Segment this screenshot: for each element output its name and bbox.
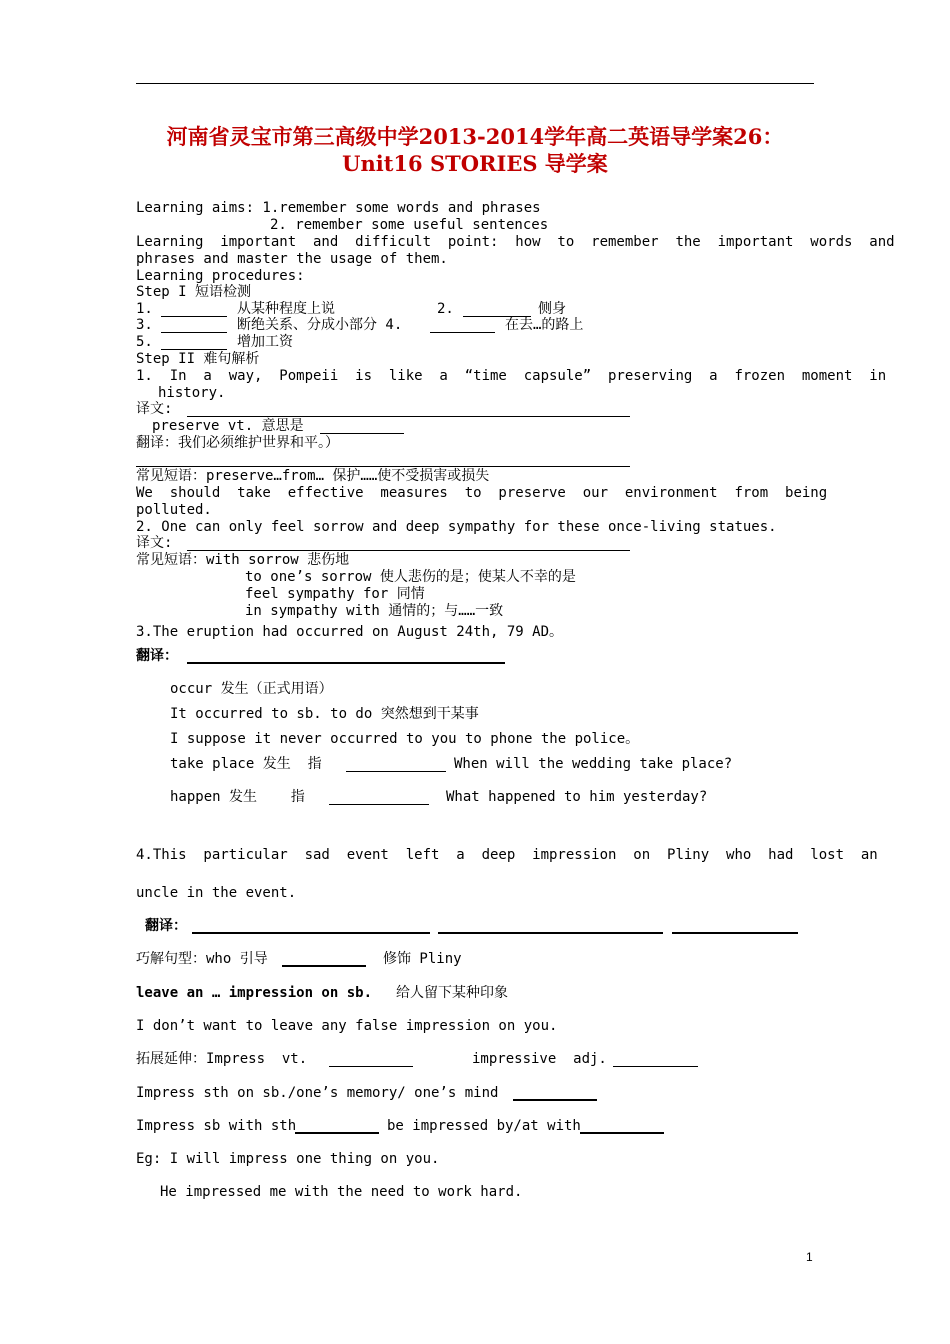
sentence4-line1: 4.This particular sad event left a deep impression on Pliny who had lost an — [136, 847, 878, 863]
step2-heading: Step II 难句解析 — [136, 351, 260, 367]
happen-blank[interactable] — [329, 804, 429, 805]
impressive-blank[interactable] — [613, 1066, 698, 1067]
be-impressed: be impressed by/at with — [387, 1118, 581, 1134]
example-preserve-1: We should take effective measures to preserve our environment from being — [136, 485, 828, 501]
example-eg: Eg: I will impress one thing on you. — [136, 1151, 440, 1167]
translation-blank-4[interactable] — [187, 662, 505, 664]
sentence-pattern: 巧解句型：who 引导 — [136, 951, 268, 967]
who-clause-blank[interactable] — [282, 965, 366, 967]
sentence1-line1: 1. In a way, Pompeii is like a “time capsule” preserving a frozen moment in — [136, 368, 887, 384]
extension-impress: 拓展延伸：Impress vt. — [136, 1051, 308, 1067]
step1-heading: Step I 短语检测 — [136, 284, 252, 300]
phrase-to-ones-sorrow: to one’s sorrow 使人悲伤的是；使某人不幸的是 — [245, 569, 576, 585]
leave-impression-example: I don’t want to leave any false impression on you. — [136, 1018, 558, 1034]
occur-def: occur 发生（正式用语） — [170, 681, 333, 697]
take-place-def: take place 发生 指 — [170, 756, 322, 772]
step1-item5-num: 5. — [136, 334, 153, 350]
sentence2: 2. One can only feel sorrow and deep sympathy for these once-living statues. — [136, 519, 777, 535]
blank-3[interactable] — [161, 332, 227, 333]
step1-item5: 增加工资 — [237, 334, 293, 350]
phrase-in-sympathy: in sympathy with 通情的；与……一致 — [245, 603, 504, 619]
document-title-line1: 河南省灵宝市第三高级中学2013-2014学年高二英语导学案26： — [166, 124, 784, 149]
common-phrase-preserve: 常见短语：preserve…from… 保护……使不受损害或损失 — [136, 468, 490, 484]
modifies-pliny: 修饰 Pliny — [383, 951, 462, 967]
translation-label-1: 译文: — [136, 401, 173, 417]
happen-example: What happened to him yesterday? — [446, 789, 708, 805]
happen-def: happen 发生 指 — [170, 789, 305, 805]
sentence1-line2: history. — [158, 385, 226, 401]
be-impressed-blank[interactable] — [580, 1132, 664, 1134]
translate-label-3: 翻译： — [136, 648, 178, 664]
translate-exercise-1: 翻译：我们必须维护世界和平。） — [136, 435, 339, 451]
common-phrase-sorrow: 常见短语：with sorrow 悲伤地 — [136, 552, 350, 568]
preserve-meaning: preserve vt. 意思是 — [152, 418, 304, 434]
header-rule — [136, 83, 814, 84]
step1-item2: 侧身 — [538, 301, 566, 317]
translation-blank-6[interactable] — [438, 932, 663, 934]
document-title-line2: Unit16 STORIES 导学案 — [342, 151, 608, 176]
translation-blank-7[interactable] — [672, 932, 798, 934]
example-he: He impressed me with the need to work hard. — [160, 1184, 523, 1200]
phrase-feel-sympathy: feel sympathy for 同情 — [245, 586, 425, 602]
step1-item1-num: 1. — [136, 301, 153, 317]
impress-phrase-2-blank[interactable] — [295, 1132, 379, 1134]
take-place-blank[interactable] — [346, 771, 446, 772]
leave-impression-meaning: 给人留下某种印象 — [396, 985, 508, 1001]
impress-blank[interactable] — [329, 1066, 413, 1067]
blank-1[interactable] — [161, 316, 227, 317]
learning-aims-2: 2. remember some useful sentences — [270, 217, 549, 233]
key-point-line2: phrases and master the usage of them. — [136, 251, 448, 267]
impress-phrase-2: Impress sb with sth — [136, 1118, 297, 1134]
take-place-example: When will the wedding take place? — [454, 756, 733, 772]
impress-phrase-1-blank[interactable] — [513, 1099, 597, 1101]
leave-impression-phrase: leave an … impression on sb. — [136, 985, 373, 1001]
step1-item2-num: 2. — [437, 301, 454, 317]
example-preserve-2: polluted. — [136, 502, 212, 518]
sentence3: 3.The eruption had occurred on August 24th, 79 AD。 — [136, 624, 564, 640]
translation-blank-1[interactable] — [187, 416, 630, 417]
translation-blank-3[interactable] — [187, 550, 630, 551]
translation-blank-5[interactable] — [192, 932, 430, 934]
learning-aims: Learning aims: 1.remember some words and phrases — [136, 200, 541, 216]
translation-blank-2[interactable] — [136, 466, 630, 467]
blank-5[interactable] — [161, 349, 227, 350]
step1-item4: 在去…的路上 — [505, 317, 584, 333]
impressive-adj: impressive adj. — [472, 1051, 607, 1067]
step1-item3: 断绝关系、分成小部分 4. — [237, 317, 403, 333]
step1-item3-num: 3. — [136, 317, 153, 333]
occur-example: I suppose it never occurred to you to phone the police。 — [170, 731, 640, 747]
translate-label-4: 翻译： — [145, 918, 187, 934]
blank-4[interactable] — [430, 332, 495, 333]
impress-phrase-1: Impress sth on sb./one’s memory/ one’s mind — [136, 1085, 499, 1101]
preserve-blank[interactable] — [320, 433, 404, 434]
occur-phrase: It occurred to sb. to do 突然想到干某事 — [170, 706, 479, 722]
translation-label-2: 译文: — [136, 535, 173, 551]
key-point-line1: Learning important and difficult point: how to remember the important words and — [136, 234, 895, 250]
learning-procedures: Learning procedures: — [136, 268, 305, 284]
step1-item1: 从某种程度上说 — [237, 301, 335, 317]
sentence4-line2: uncle in the event. — [136, 885, 297, 901]
page-number: 1 — [806, 1250, 813, 1264]
